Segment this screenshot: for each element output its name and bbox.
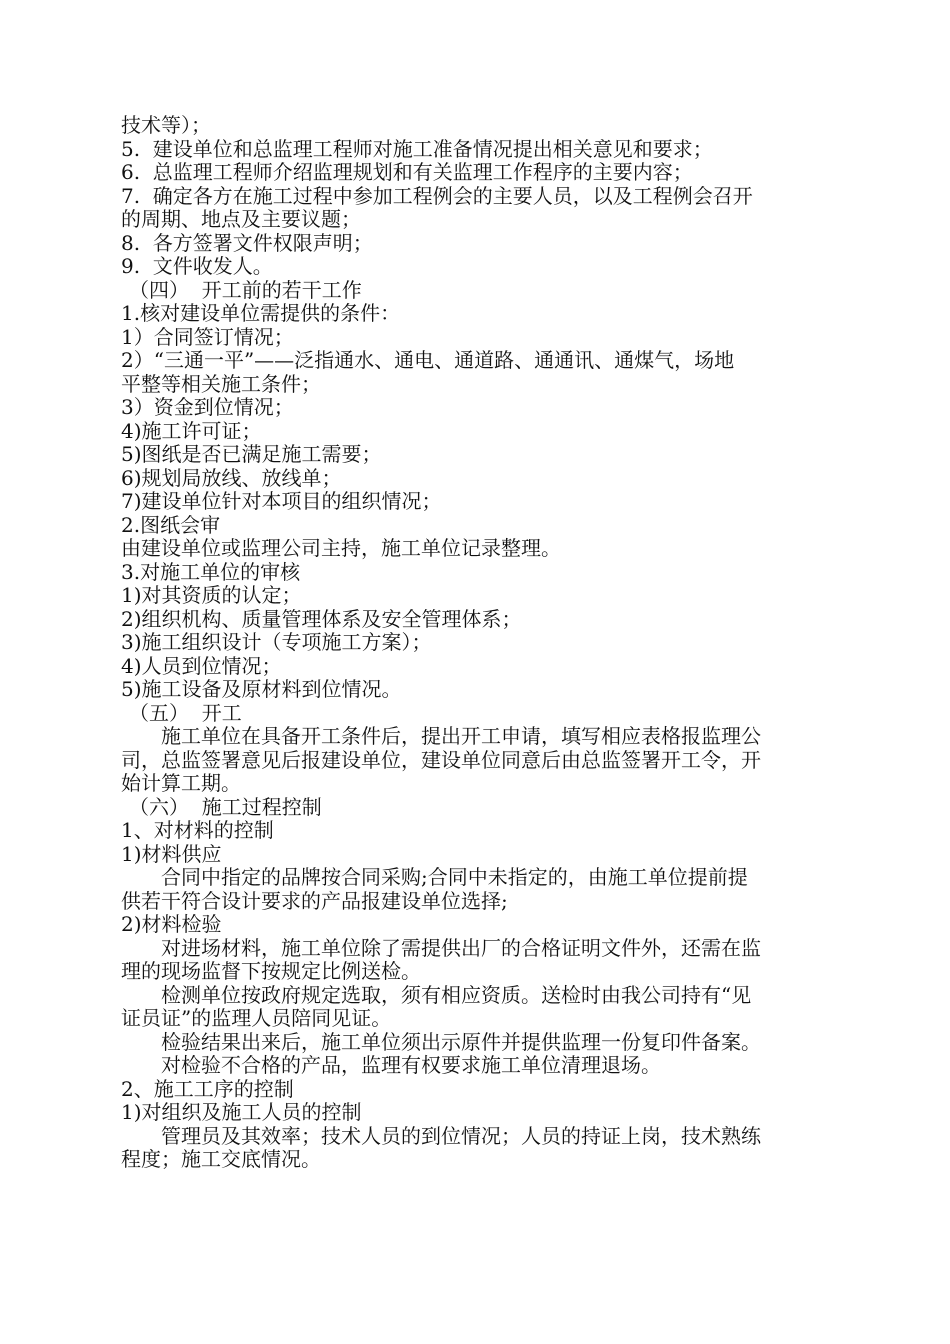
paragraph-line: 理的现场监督下按规定比例送检。 — [121, 959, 421, 983]
list-item: 4)人员到位情况； — [121, 653, 282, 678]
paragraph-line: 合同中指定的品牌按合同采购;合同中未指定的，由施工单位提前提 — [161, 865, 748, 889]
list-item: 7)建设单位针对本项目的组织情况； — [121, 489, 442, 513]
list-item: 5)施工设备及原材料到位情况。 — [121, 677, 402, 701]
list-item: 1）合同签订情况； — [121, 324, 294, 349]
section-heading: （五） 开工 — [129, 700, 242, 725]
list-item: 7. 确定各方在施工过程中参加工程例会的主要人员，以及工程例会召开 — [121, 183, 753, 208]
document-page — [121, 114, 841, 1172]
paragraph-line: 始计算工期。 — [121, 771, 241, 795]
list-item: 3）资金到位情况； — [121, 395, 294, 419]
list-item: 9. 文件收发人。 — [121, 254, 273, 278]
paragraph-line: 证员证”的监理人员陪同见证。 — [121, 1006, 392, 1030]
paragraph-line: 司，总监签署意见后报建设单位，建设单位同意后由总监签署开工令，开 — [121, 747, 761, 772]
list-item: 2)组织机构、质量管理体系及安全管理体系； — [121, 606, 522, 631]
list-item: 1)对组织及施工人员的控制 — [121, 1100, 362, 1124]
paragraph-line: 程度；施工交底情况。 — [121, 1147, 321, 1171]
subsection-heading: 2、施工工序的控制 — [121, 1076, 294, 1101]
paragraph-line: 管理员及其效率；技术人员的到位情况；人员的持证上岗，技术熟练 — [161, 1123, 761, 1148]
list-item: 2）“三通一平”——泛指通水、通电、通道路、通通讯、通煤气，场地 — [121, 348, 735, 372]
section-heading: （四） 开工前的若干工作 — [129, 277, 362, 302]
list-item: 6)规划局放线、放线单； — [121, 465, 342, 490]
list-item: 5. 建设单位和总监理工程师对施工准备情况提出相关意见和要求； — [121, 136, 713, 161]
subsection-heading: 1、对材料的控制 — [121, 818, 274, 842]
paragraph-line: 施工单位在具备开工条件后，提出开工申请，填写相应表格报监理公 — [161, 724, 761, 748]
paragraph-line: 对检验不合格的产品，监理有权要求施工单位清理退场。 — [161, 1053, 661, 1077]
subsection-heading: 3.对施工单位的审核 — [121, 559, 301, 584]
paragraph-line: 检测单位按政府规定选取，须有相应资质。送检时由我公司持有“见 — [161, 982, 752, 1007]
list-item: 4)施工许可证； — [121, 418, 262, 443]
section-heading: （六） 施工过程控制 — [129, 794, 322, 819]
list-item: 1)材料供应 — [121, 841, 222, 866]
subsection-heading: 1.核对建设单位需提供的条件： — [121, 301, 401, 325]
list-item: 5)图纸是否已满足施工需要； — [121, 442, 382, 466]
text-line: 技术等）； — [121, 113, 211, 137]
text-line: 平整等相关施工条件； — [121, 371, 321, 396]
list-item: 8. 各方签署文件权限声明； — [121, 230, 373, 255]
list-item: 2)材料检验 — [121, 912, 222, 936]
paragraph-line: 检验结果出来后，施工单位须出示原件并提供监理一份复印件备案。 — [161, 1029, 761, 1054]
list-item: 1)对其资质的认定； — [121, 583, 302, 607]
list-item: 3)施工组织设计（专项施工方案）； — [121, 630, 432, 654]
paragraph-line: 供若干符合设计要求的产品报建设单位选择; — [121, 888, 508, 913]
list-item: 6. 总监理工程师介绍监理规划和有关监理工作程序的主要内容； — [121, 160, 693, 184]
subsection-heading: 2.图纸会审 — [121, 512, 221, 537]
text-line: 由建设单位或监理公司主持，施工单位记录整理。 — [121, 536, 561, 560]
paragraph-line: 对进场材料，施工单位除了需提供出厂的合格证明文件外，还需在监 — [161, 935, 761, 960]
text-line: 的周期、地点及主要议题； — [121, 207, 361, 231]
